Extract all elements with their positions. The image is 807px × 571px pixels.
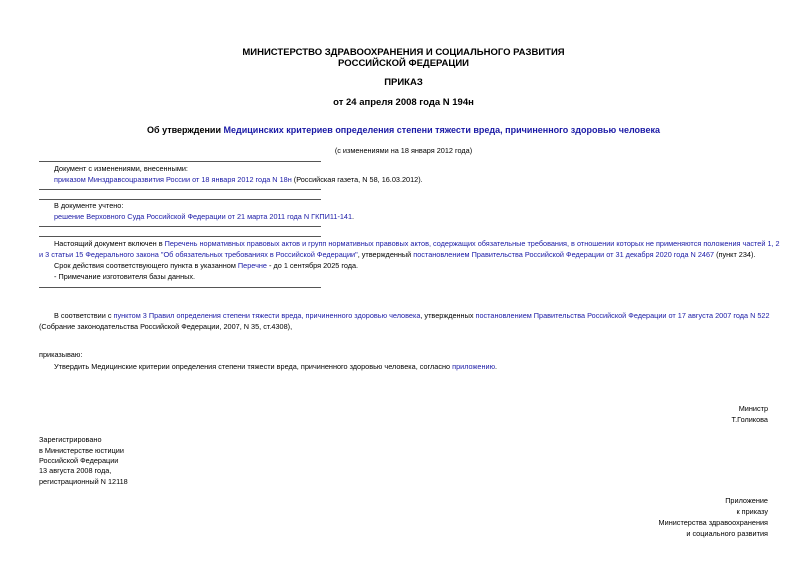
registration-line4: 13 августа 2008 года,: [39, 466, 112, 475]
note1-link[interactable]: приказом Минздравсоцразвития России от 18 января 2012 года N 18н: [54, 175, 292, 184]
appendix-line1: Приложение: [725, 496, 768, 505]
divider: [39, 226, 321, 227]
note3-law-link[interactable]: и 3 статьи 15 Федерального закона "Об обязательных требованиях в Российской Федерации": [39, 250, 358, 259]
note3-text-c: (пункт 234).: [714, 250, 756, 259]
body-text-a: В соответствии с: [54, 311, 114, 320]
decree-522-link[interactable]: постановлением Правительства Российской Федерации от 17 августа 2007 года N 522: [475, 311, 770, 320]
note3-line1: [54, 239, 780, 249]
note3-perechen-link[interactable]: Перечне: [237, 261, 267, 270]
body-paragraph1-line2: (Собрание законодательства Российской Федерации, 2007, N 35, ст.4308),: [39, 322, 293, 331]
divider: [39, 199, 321, 200]
body-paragraph2: [54, 362, 497, 372]
body-text-d: .: [495, 362, 498, 371]
note2-body: [54, 212, 354, 222]
body-text-c: Утвердить Медицинские критерии определения степени тяжести вреда, причиненного здоровью человека, согласно: [54, 362, 453, 371]
note2-tail: .: [352, 212, 355, 221]
note3-text-d: Срок действия соответствующего пункта в указанном: [54, 261, 238, 270]
document-date: от 24 апреля 2008 года N 194н: [333, 97, 474, 108]
document-type: ПРИКАЗ: [384, 77, 423, 88]
registration-line5: регистрационный N 12118: [39, 477, 128, 486]
divider: [39, 161, 321, 162]
registration-line3: Российской Федерации: [39, 456, 119, 465]
appendix-line3: Министерства здравоохранения: [658, 518, 768, 527]
note1-tail: (Российская газета, N 58, 16.03.2012).: [291, 175, 423, 184]
registration-line1: Зарегистрировано: [39, 435, 102, 444]
note3-list-link[interactable]: Перечень нормативных правовых актов и групп нормативных правовых актов, содержащих обязательные требования, в отношении которых не применяются положения частей 1, 2: [164, 239, 780, 248]
body-text-b: , утвержденных: [420, 311, 476, 320]
rules-link[interactable]: пунктом 3 Правил определения степени тяжести вреда, причиненного здоровью человека: [113, 311, 421, 320]
divider: [39, 189, 321, 190]
body-paragraph1-line1: [54, 311, 770, 321]
signature-position: Министр: [738, 404, 768, 413]
document-title: [0, 124, 807, 136]
order-word: приказываю:: [39, 350, 83, 359]
appendix-line2: к приказу: [736, 507, 768, 516]
divider: [39, 236, 321, 237]
appendix-line4: и социального развития: [686, 529, 768, 538]
title-prefix: Об утверждении: [147, 125, 224, 135]
note3-text-e: - до 1 сентября 2025 года.: [267, 261, 359, 270]
note1-heading: Документ с изменениями, внесенными:: [54, 164, 188, 173]
note3-decree-link[interactable]: постановлением Правительства Российской Федерации от 31 декабря 2020 года N 2467: [413, 250, 715, 259]
ministry-name-line1: МИНИСТЕРСТВО ЗДРАВООХРАНЕНИЯ И СОЦИАЛЬНОГО РАЗВИТИЯ: [242, 47, 565, 58]
registration-line2: в Министерстве юстиции: [39, 446, 124, 455]
note3-line4: - Примечание изготовителя базы данных.: [54, 272, 196, 281]
note1-body: [54, 175, 423, 185]
divider: [39, 287, 321, 288]
note2-link[interactable]: решение Верховного Суда Российской Федерации от 21 марта 2011 года N ГКПИ11-141: [54, 212, 353, 221]
note3-text-a: Настоящий документ включен в: [54, 239, 165, 248]
amended-note: (с изменениями на 18 января 2012 года): [334, 146, 473, 155]
ministry-name-line2: РОССИЙСКОЙ ФЕДЕРАЦИИ: [337, 58, 469, 69]
appendix-link[interactable]: приложению: [452, 362, 496, 371]
title-link[interactable]: Медицинских критериев определения степени тяжести вреда, причиненного здоровью человека: [223, 125, 660, 135]
note2-heading: В документе учтено:: [54, 201, 124, 210]
note3-text-b: , утвержденный: [357, 250, 414, 259]
note3-line3: [54, 261, 358, 271]
signature-name: Т.Голикова: [731, 415, 768, 424]
note3-line2: [39, 250, 755, 260]
